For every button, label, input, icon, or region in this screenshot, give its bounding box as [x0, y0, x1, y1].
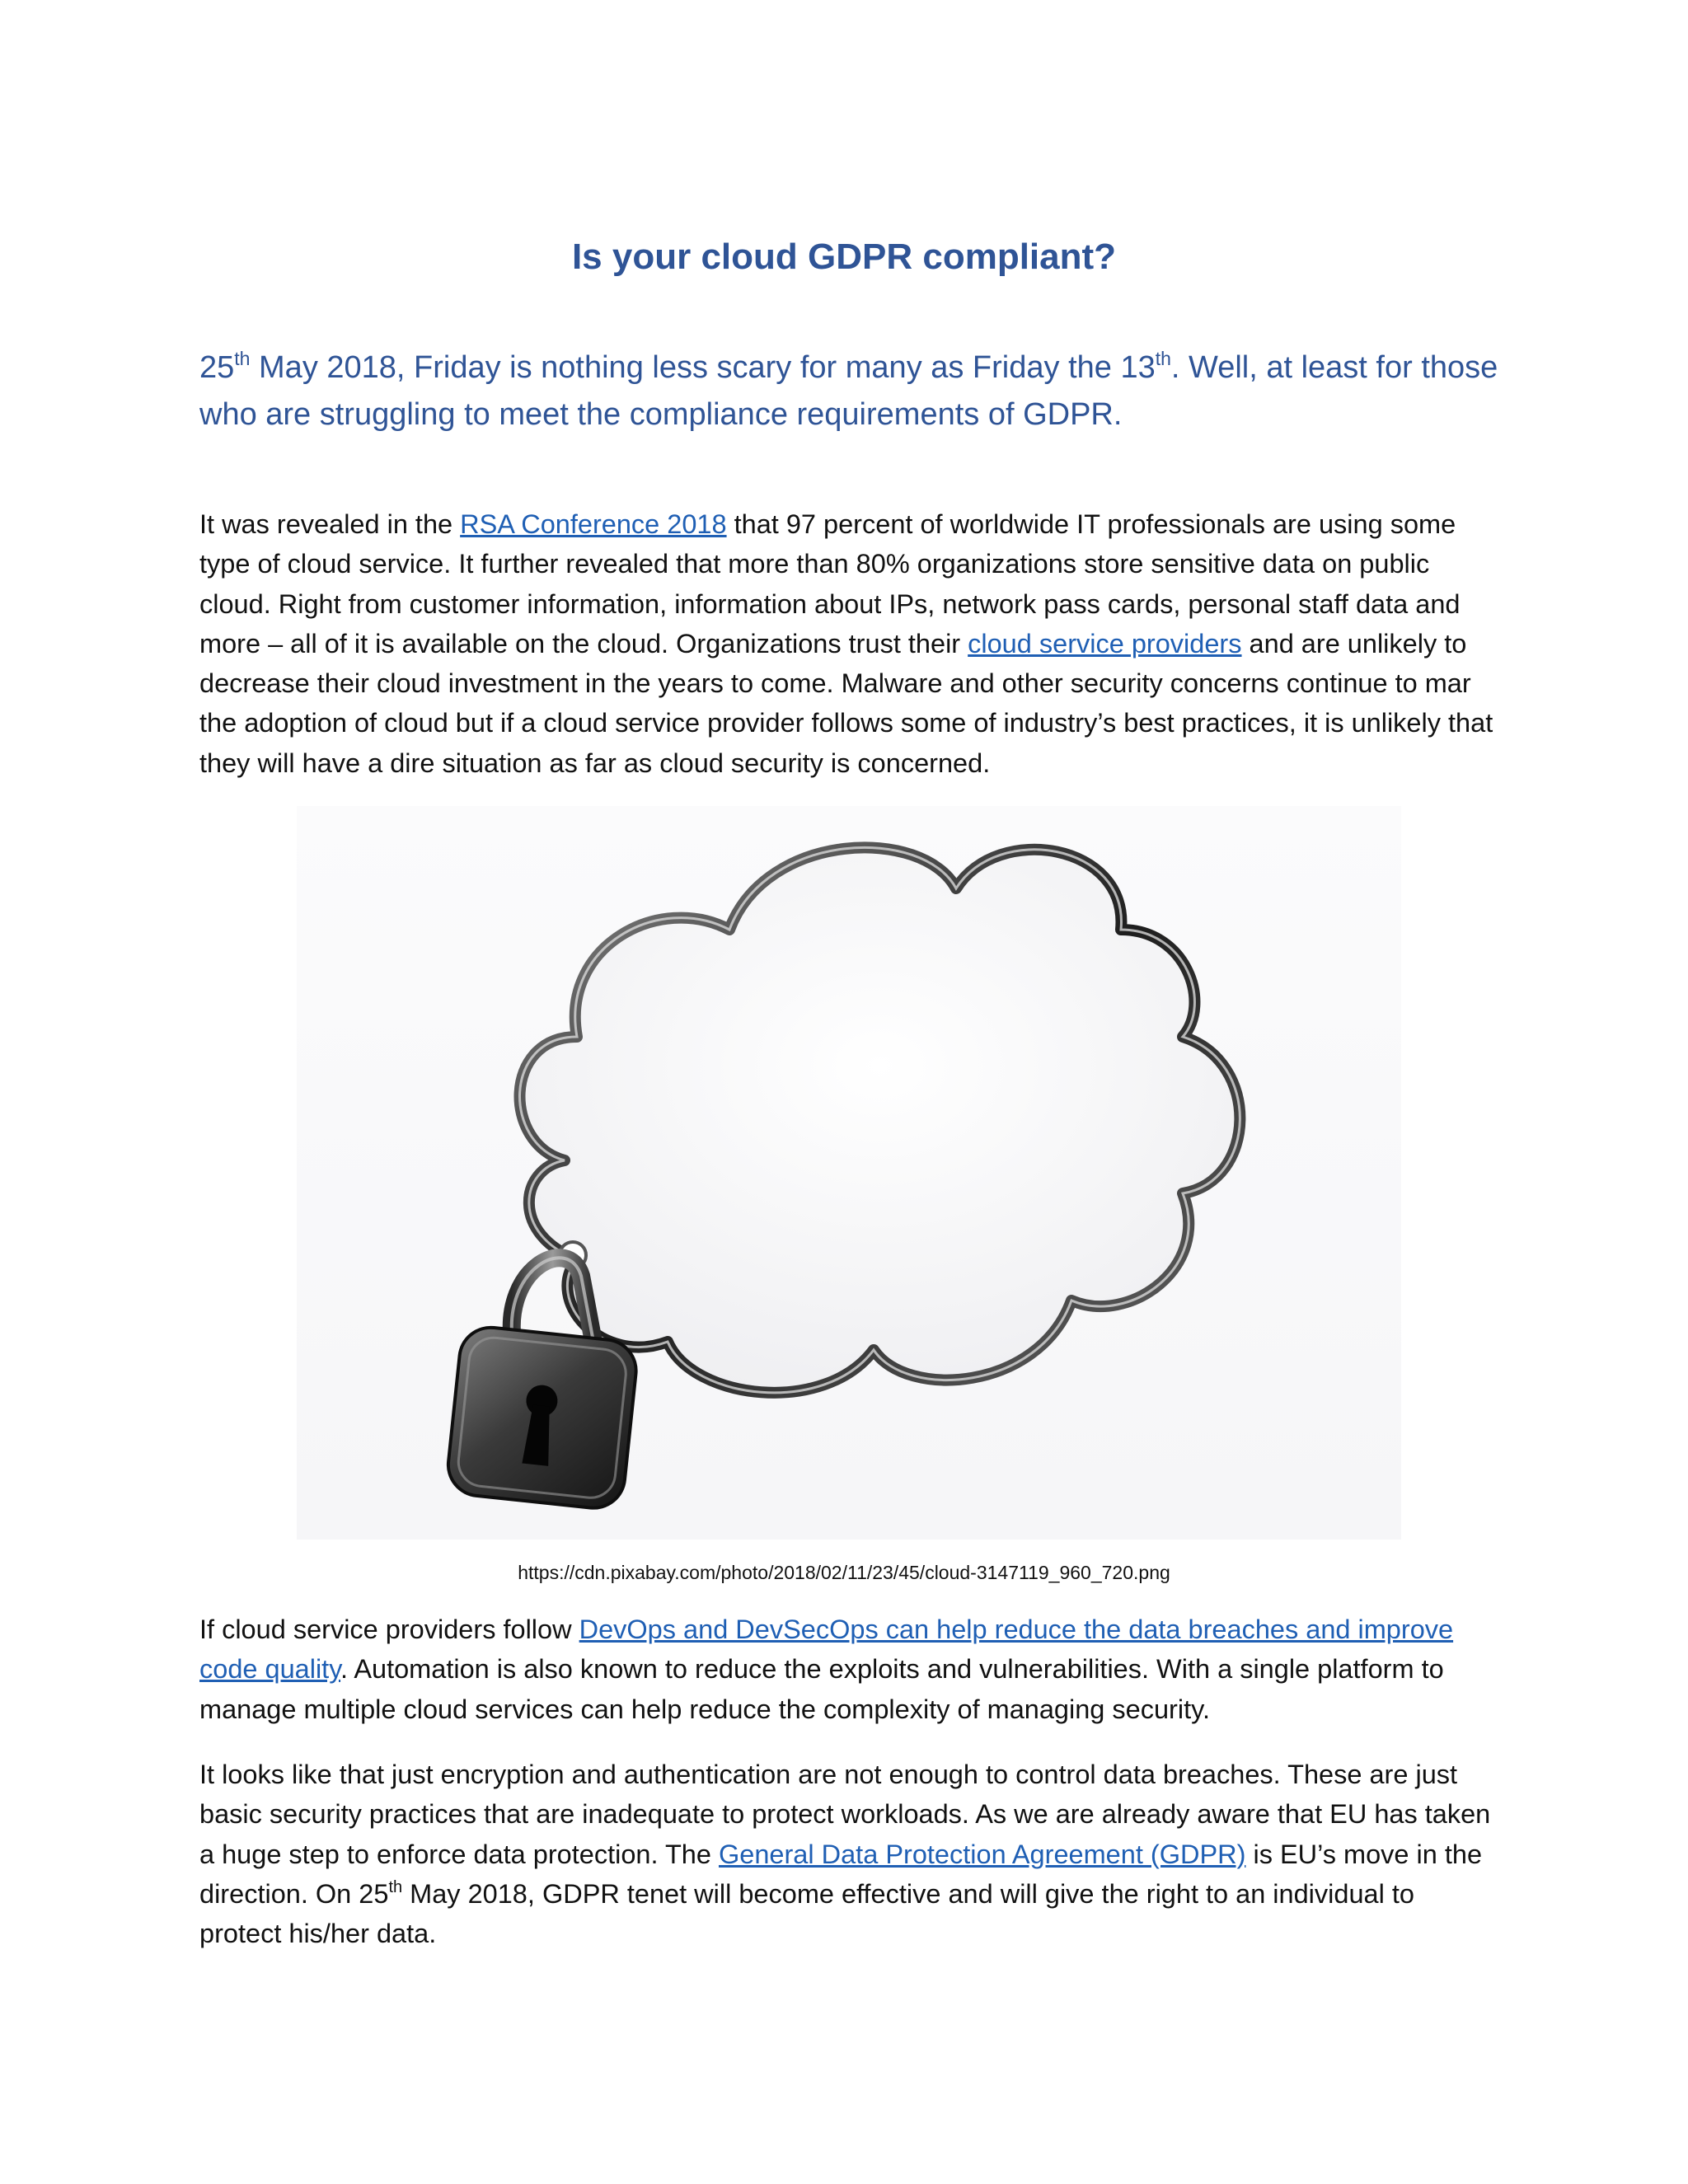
p3-text-3: May 2018, GDPR tenet will become effective and will give the right to an individual to protect his/her data.: [199, 1878, 1414, 1949]
p1-text-2: that 97 percent of worldwide IT professionals are using some type of cloud service. It further revealed that more than 80% organizations store sensitive data on public cloud. Right from customer information, information about IPs, network pass cards, personal staff data and more – all of it is available on the cloud. Organizations trust their: [199, 509, 1461, 658]
p3-text-1: It looks like that just encryption and authentication are not enough to control data breaches. These are just basic security practices that are inadequate to protect workloads. As we are already aware that EU has taken a huge step to enforce data protection. The: [199, 1760, 1491, 1869]
rsa-conference-link[interactable]: RSA Conference 2018: [460, 509, 727, 539]
intro-subheading: [199, 344, 1518, 438]
cloud-lock-illustration: [297, 806, 1401, 1540]
p2-text-1: If cloud service providers follow: [199, 1615, 579, 1644]
paragraph-gdpr: [199, 1755, 1502, 1953]
subhead-13-suffix: th: [1155, 348, 1171, 369]
subhead-text-1: May 2018, Friday is nothing less scary for many as Friday the 13: [250, 350, 1156, 385]
subhead-text-2: . Well, at least for those who are struggling to meet the compliance requirements of GDPR.: [199, 350, 1498, 432]
gdpr-link[interactable]: General Data Protection Agreement (GDPR): [718, 1839, 1246, 1869]
p3-text-2: is EU’s move in the direction. On 25: [199, 1839, 1483, 1909]
p3-day-suffix: th: [388, 1877, 403, 1896]
paragraph-devops: [199, 1610, 1502, 1729]
subhead-day-suffix: th: [234, 348, 251, 369]
cloud-service-providers-link[interactable]: cloud service providers: [968, 628, 1242, 658]
page-title: Is your cloud GDPR compliant?: [571, 237, 1117, 277]
paragraph-rsa-conference: [199, 504, 1502, 783]
subhead-day: 25: [199, 350, 235, 385]
cloud-padlock-image: [297, 806, 1401, 1540]
p1-text-3: and are unlikely to decrease their cloud investment in the years to come. Malware and other security concerns continue to mar the adoption of cloud but if a cloud service provider follows some of industry’s best practices, it is unlikely that they will have a dire situation as far as cloud security is concerned.: [199, 628, 1493, 778]
p1-text-1: It was revealed in the: [199, 509, 461, 539]
p2-text-2: . Automation is also known to reduce the exploits and vulnerabilities. With a single platform to manage multiple cloud services can help reduce the complexity of managing security.: [199, 1654, 1444, 1724]
devops-devsecops-link[interactable]: DevOps and DevSecOps can help reduce the data breaches and improve code quality: [199, 1615, 1454, 1685]
image-caption: https://cdn.pixabay.com/photo/2018/02/11/23/45/cloud-3147119_960_720.png: [518, 1562, 1170, 1583]
